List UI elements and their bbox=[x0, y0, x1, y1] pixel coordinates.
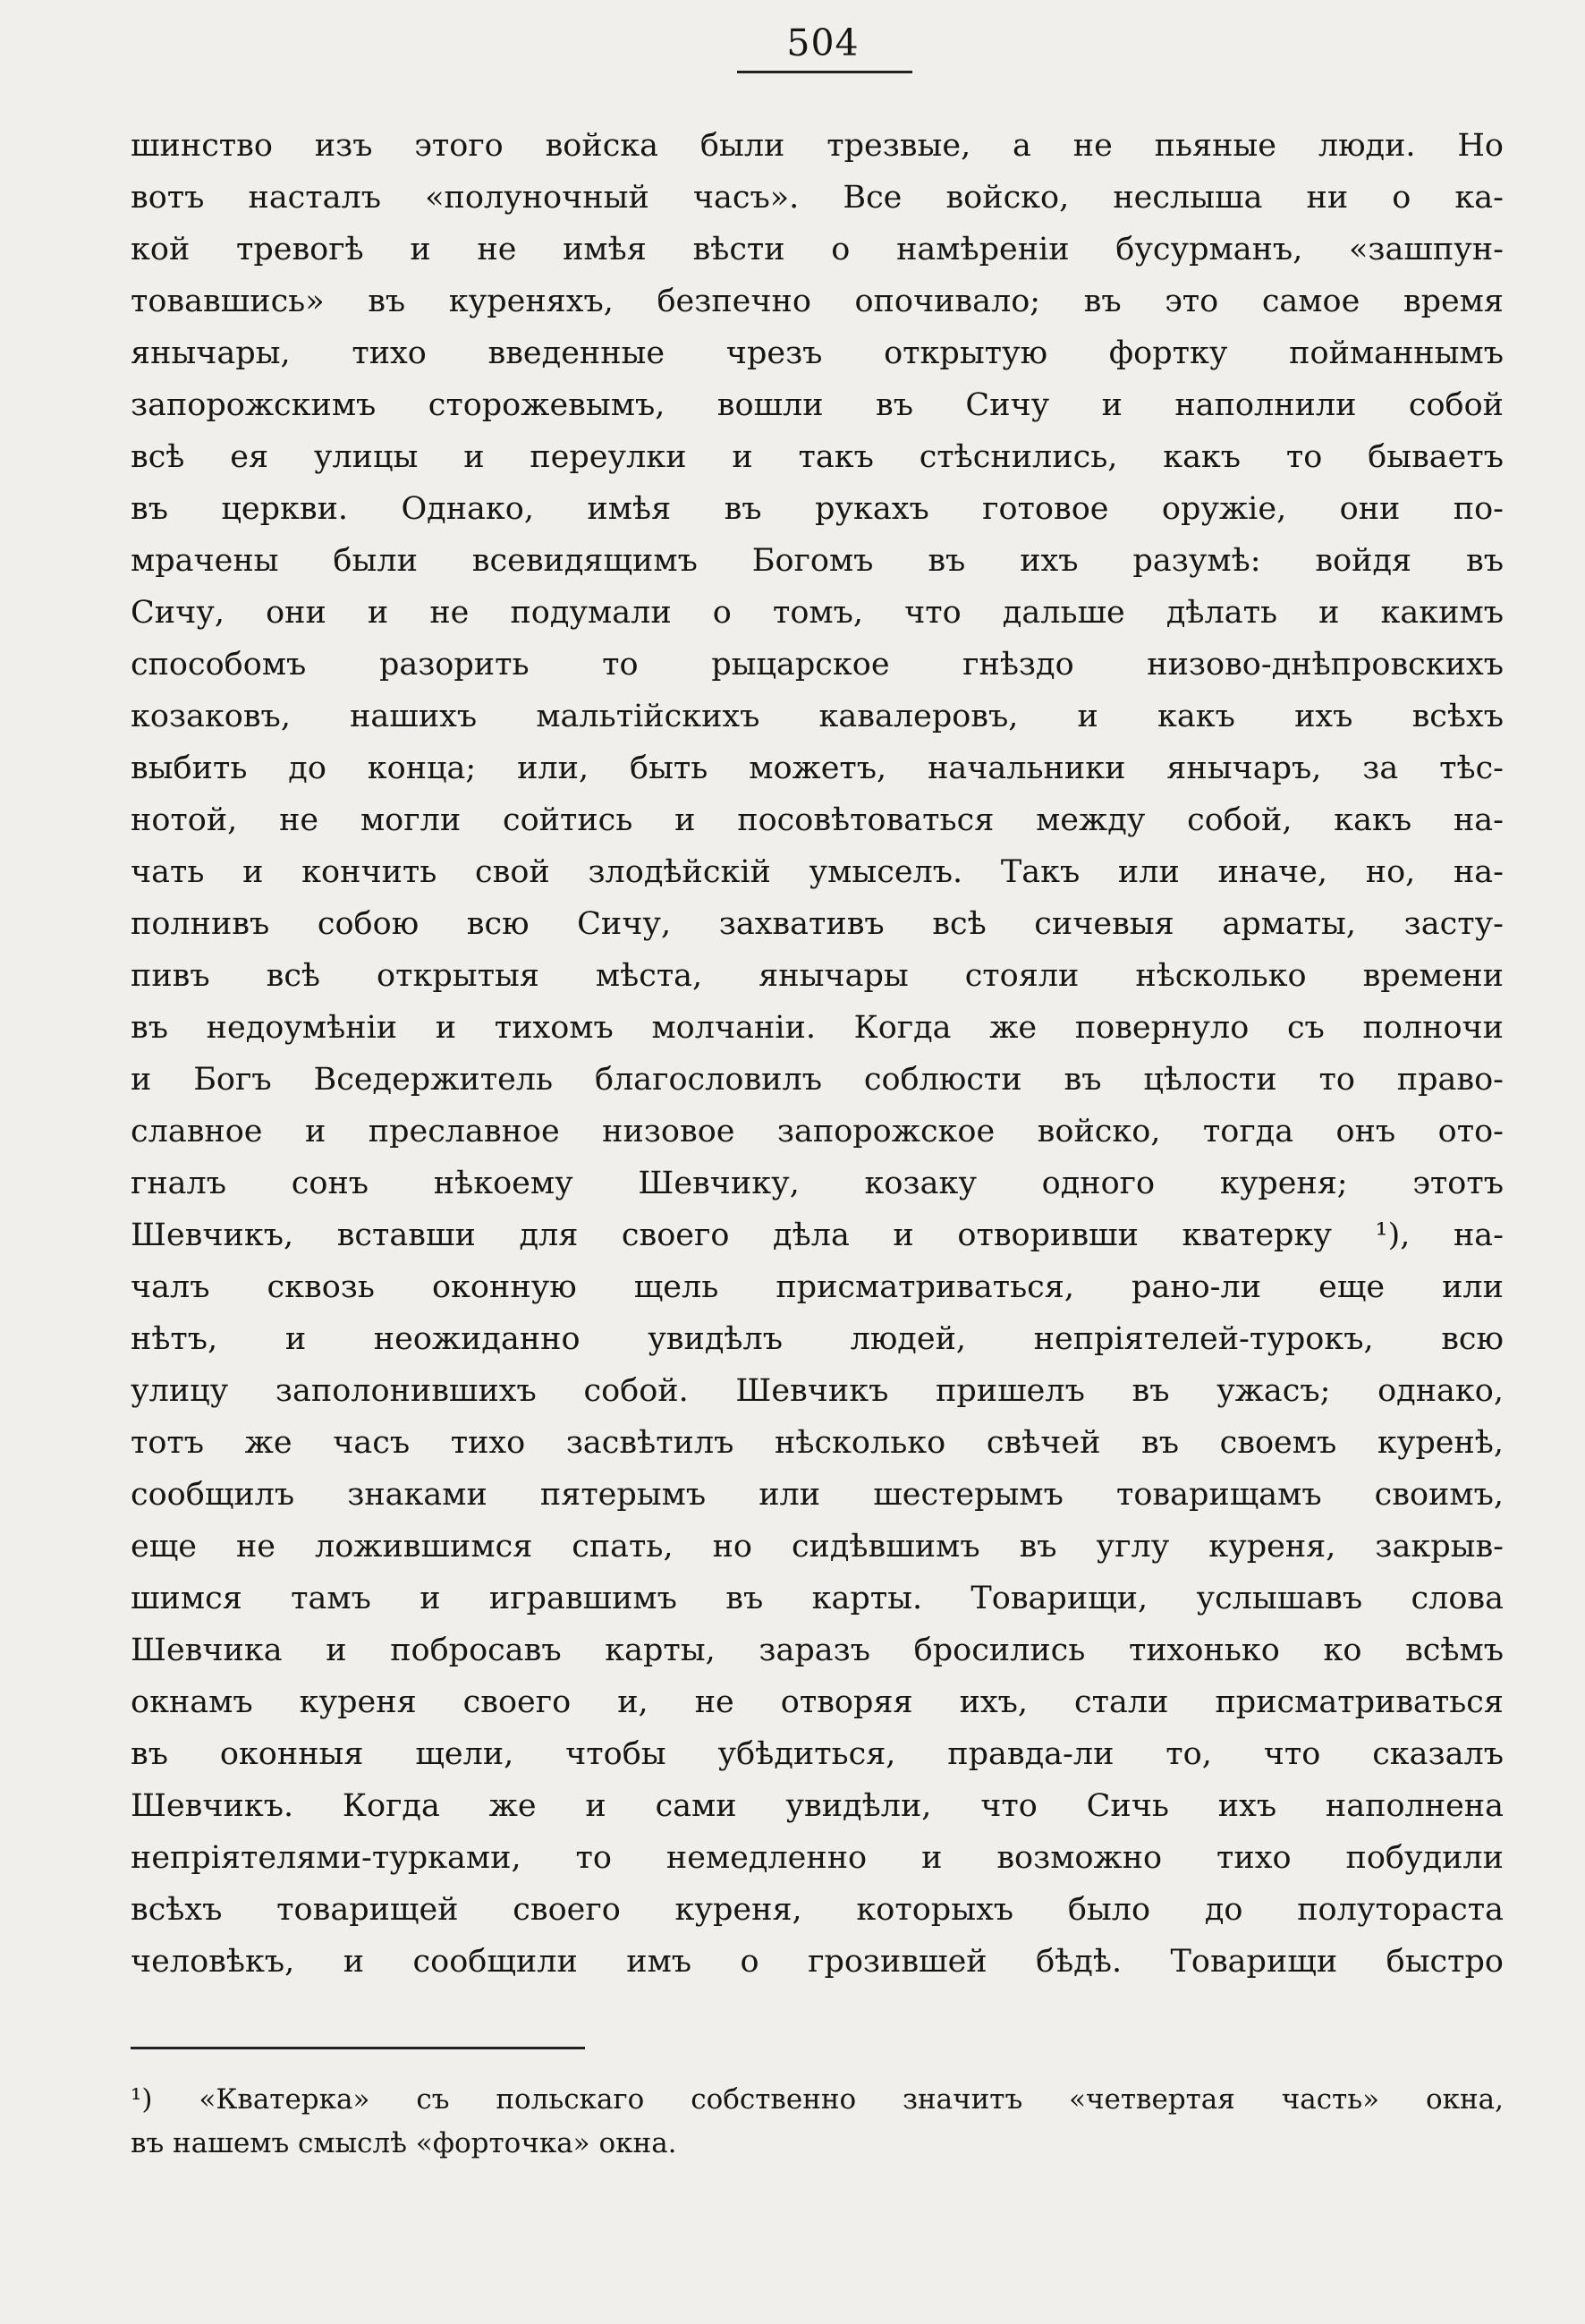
text-line: козаковъ, нашихъ мальтійскихъ кавалеровъ, и какъ ихъ всѣхъ bbox=[131, 699, 1504, 734]
text-line: Сичу, они и не подумали о томъ, что дальше дѣлать и какимъ bbox=[131, 595, 1504, 631]
text-line: славное и преславное низовое запорожское войско, тогда онъ ото- bbox=[131, 1114, 1504, 1149]
text-line: въ оконныя щели, чтобы убѣдиться, правда-ли то, что сказалъ bbox=[131, 1736, 1504, 1772]
text-line: нотой, не могли сойтись и посовѣтоваться между собой, какъ на- bbox=[131, 802, 1504, 838]
text-line: окнамъ куреня своего и, не отворяя ихъ, стали присматриваться bbox=[131, 1684, 1504, 1720]
page-number-rule bbox=[737, 71, 912, 73]
text-line: вотъ насталъ «полуночный часъ». Все войско, неслыша ни о ка- bbox=[131, 180, 1504, 216]
text-line: еще не ложившимся спать, но сидѣвшимъ въ углу куреня, закрыв- bbox=[131, 1529, 1504, 1565]
text-line: непріятелями-турками, то немедленно и возможно тихо побудили bbox=[131, 1840, 1504, 1876]
text-line: гналъ сонъ нѣкоему Шевчику, козаку одного куреня; этотъ bbox=[131, 1166, 1504, 1201]
text-line: шимся тамъ и игравшимъ въ карты. Товарищи, услышавъ слова bbox=[131, 1581, 1504, 1616]
text-line: улицу заполонившихъ собой. Шевчикъ пришелъ въ ужасъ; однако, bbox=[131, 1373, 1504, 1409]
page-number: 504 bbox=[786, 21, 860, 64]
text-line: чать и кончить свой злодѣйскій умыселъ. Такъ или иначе, но, на- bbox=[131, 854, 1504, 890]
text-line: мрачены были всевидящимъ Богомъ въ ихъ разумѣ: войдя въ bbox=[131, 543, 1504, 579]
text-line: тотъ же часъ тихо засвѣтилъ нѣсколько свѣчей въ своемъ куренѣ, bbox=[131, 1425, 1504, 1461]
text-line: способомъ разорить то рыцарское гнѣздо низово-днѣпровскихъ bbox=[131, 647, 1504, 683]
footnote-line: ¹) «Кватерка» съ польскаго собственно значитъ «четвертая часть» окна, bbox=[131, 2083, 1504, 2116]
text-line: кой тревогѣ и не имѣя вѣсти о намѣреніи бусурманъ, «зашпун- bbox=[131, 232, 1504, 267]
text-line: въ церкви. Однако, имѣя въ рукахъ готовое оружіе, они по- bbox=[131, 491, 1504, 527]
text-line: нѣтъ, и неожиданно увидѣлъ людей, непріятелей-турокъ, всю bbox=[131, 1321, 1504, 1357]
body-text bbox=[131, 120, 1504, 1988]
text-line: всѣхъ товарищей своего куреня, которыхъ было до полутораста bbox=[131, 1892, 1504, 1928]
text-line: всѣ ея улицы и переулки и такъ стѣснились, какъ то бываетъ bbox=[131, 439, 1504, 475]
text-line: янычары, тихо введенные чрезъ открытую фортку пойманнымъ bbox=[131, 335, 1504, 371]
text-line: чалъ сквозь оконную щель присматриваться, рано-ли еще или bbox=[131, 1269, 1504, 1305]
text-line: Шевчикъ, вставши для своего дѣла и отворивши кватерку ¹), на- bbox=[131, 1217, 1504, 1253]
footnote bbox=[131, 2078, 1504, 2166]
footnote-line: въ нашемъ смыслѣ «форточка» окна. bbox=[131, 2127, 677, 2159]
text-line: сообщилъ знаками пятерымъ или шестерымъ товарищамъ своимъ, bbox=[131, 1477, 1504, 1513]
text-line: шинство изъ этого войска были трезвые, а не пьяные люди. Но bbox=[131, 128, 1504, 164]
text-line: человѣкъ, и сообщили имъ о грозившей бѣдѣ. Товарищи быстро bbox=[131, 1944, 1504, 1980]
footnote-rule bbox=[131, 2047, 585, 2049]
text-line: полнивъ собою всю Сичу, захвативъ всѣ сичевыя арматы, засту- bbox=[131, 906, 1504, 942]
text-line: запорожскимъ сторожевымъ, вошли въ Сичу и наполнили собой bbox=[131, 387, 1504, 423]
text-line: выбить до конца; или, быть можетъ, начальники янычаръ, за тѣс- bbox=[131, 751, 1504, 786]
text-line: товавшись» въ куреняхъ, безпечно опочивало; въ это самое время bbox=[131, 284, 1504, 319]
text-line: и Богъ Вседержитель благословилъ соблюсти въ цѣлости то право- bbox=[131, 1062, 1504, 1098]
text-line: Шевчикъ. Когда же и сами увидѣли, что Сичь ихъ наполнена bbox=[131, 1788, 1504, 1824]
text-line: въ недоумѣніи и тихомъ молчаніи. Когда же повернуло съ полночи bbox=[131, 1010, 1504, 1046]
text-line: Шевчика и побросавъ карты, заразъ бросились тихонько ко всѣмъ bbox=[131, 1633, 1504, 1668]
text-line: пивъ всѣ открытыя мѣста, янычары стояли нѣсколько времени bbox=[131, 958, 1504, 994]
